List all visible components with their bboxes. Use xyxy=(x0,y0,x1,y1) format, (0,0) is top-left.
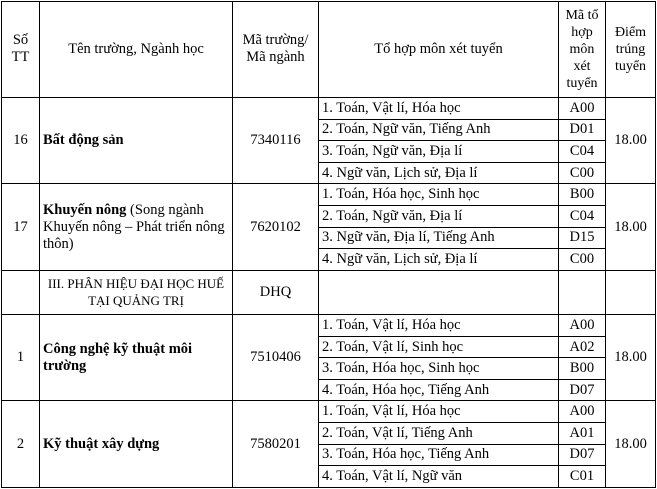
row-major-code: 7510406 xyxy=(233,315,319,401)
row-major-code: 7340116 xyxy=(233,97,319,183)
row-score: 18.00 xyxy=(606,315,656,401)
combo-text: 4. Ngữ văn, Lịch sử, Địa lí xyxy=(319,249,559,271)
combo-code: C04 xyxy=(559,141,606,163)
combo-text: 1. Toán, Vật lí, Hóa học xyxy=(319,401,559,423)
row-stt: 1 xyxy=(2,315,40,401)
combo-code: C00 xyxy=(559,162,606,184)
combo-code: D07 xyxy=(559,444,606,466)
combo-text: 4. Toán, Vật lí, Ngữ văn xyxy=(319,466,559,488)
combo-text: 2. Toán, Vật lí, Tiếng Anh xyxy=(319,423,559,445)
combo-code: A02 xyxy=(559,336,606,358)
row-major-code: 7620102 xyxy=(233,184,319,270)
combo-code: A00 xyxy=(559,315,606,337)
row-major-code: 7580201 xyxy=(233,401,319,488)
row-score: 18.00 xyxy=(606,184,656,270)
header-combo-code: Mã tổ hợp môn xét tuyển xyxy=(559,2,606,98)
combo-text: 2. Toán, Ngữ văn, Tiếng Anh xyxy=(319,119,559,141)
row-score: 18.00 xyxy=(606,401,656,488)
section-row xyxy=(2,270,656,314)
combo-text: 3. Ngữ văn, Địa lí, Tiếng Anh xyxy=(319,227,559,249)
section-code: DHQ xyxy=(233,270,319,314)
admission-table xyxy=(1,1,656,488)
combo-text: 2. Toán, Ngữ văn, Địa lí xyxy=(319,205,559,227)
major-name-bold: Công nghệ kỹ thuật môi trường xyxy=(43,340,193,374)
combo-code: C04 xyxy=(559,205,606,227)
major-name-bold: Khuyến nông xyxy=(43,201,127,218)
combo-text: 3. Toán, Hóa học, Sinh học xyxy=(319,358,559,380)
table-row xyxy=(2,97,656,119)
combo-code: A01 xyxy=(559,423,606,445)
header-score: Điểm trúng tuyển xyxy=(606,2,656,98)
major-name-rest: (Song ngành Khuyến nông – Phát triển nông thôn) xyxy=(43,201,225,252)
combo-text: 3. Toán, Hóa học, Tiếng Anh xyxy=(319,444,559,466)
combo-text: 2. Toán, Vật lí, Sinh học xyxy=(319,336,559,358)
combo-text: 4. Ngữ văn, Lịch sử, Địa lí xyxy=(319,162,559,184)
table-row xyxy=(2,184,656,206)
table-row xyxy=(2,315,656,337)
combo-code: B00 xyxy=(559,358,606,380)
section-empty xyxy=(606,270,656,314)
combo-code: D07 xyxy=(559,379,606,401)
header-combo: Tổ hợp môn xét tuyển xyxy=(319,2,559,98)
combo-code: C01 xyxy=(559,466,606,488)
table-row xyxy=(2,401,656,423)
combo-code: B00 xyxy=(559,184,606,206)
header-code: Mã trường/ Mã ngành xyxy=(233,2,319,98)
combo-text: 1. Toán, Vật lí, Hóa học xyxy=(319,97,559,119)
row-major-name xyxy=(40,184,233,270)
major-name-bold: Bất động sản xyxy=(43,132,124,149)
section-title: III. PHÂN HIỆU ĐẠI HỌC HUẾ TẠI QUẢNG TRỊ xyxy=(40,270,233,314)
combo-code: A00 xyxy=(559,97,606,119)
row-major-name xyxy=(40,401,233,488)
header-stt: Số TT xyxy=(2,2,40,98)
combo-text: 4. Toán, Hóa học, Tiếng Anh xyxy=(319,379,559,401)
combo-text: 3. Toán, Ngữ văn, Địa lí xyxy=(319,141,559,163)
combo-text: 1. Toán, Hóa học, Sinh học xyxy=(319,184,559,206)
row-stt: 16 xyxy=(2,97,40,183)
row-major-name xyxy=(40,97,233,183)
section-empty xyxy=(319,270,559,314)
combo-code: D01 xyxy=(559,119,606,141)
row-stt: 17 xyxy=(2,184,40,270)
row-major-name xyxy=(40,315,233,401)
section-stt-empty xyxy=(2,270,40,314)
section-empty xyxy=(559,270,606,314)
combo-code: D15 xyxy=(559,227,606,249)
row-score: 18.00 xyxy=(606,97,656,183)
combo-text: 1. Toán, Vật lí, Hóa học xyxy=(319,315,559,337)
row-stt: 2 xyxy=(2,401,40,488)
combo-code: A00 xyxy=(559,401,606,423)
major-name-bold: Kỹ thuật xây dựng xyxy=(43,435,160,452)
header-name: Tên trường, Ngành học xyxy=(40,2,233,98)
combo-code: C00 xyxy=(559,249,606,271)
header-row xyxy=(2,2,656,98)
